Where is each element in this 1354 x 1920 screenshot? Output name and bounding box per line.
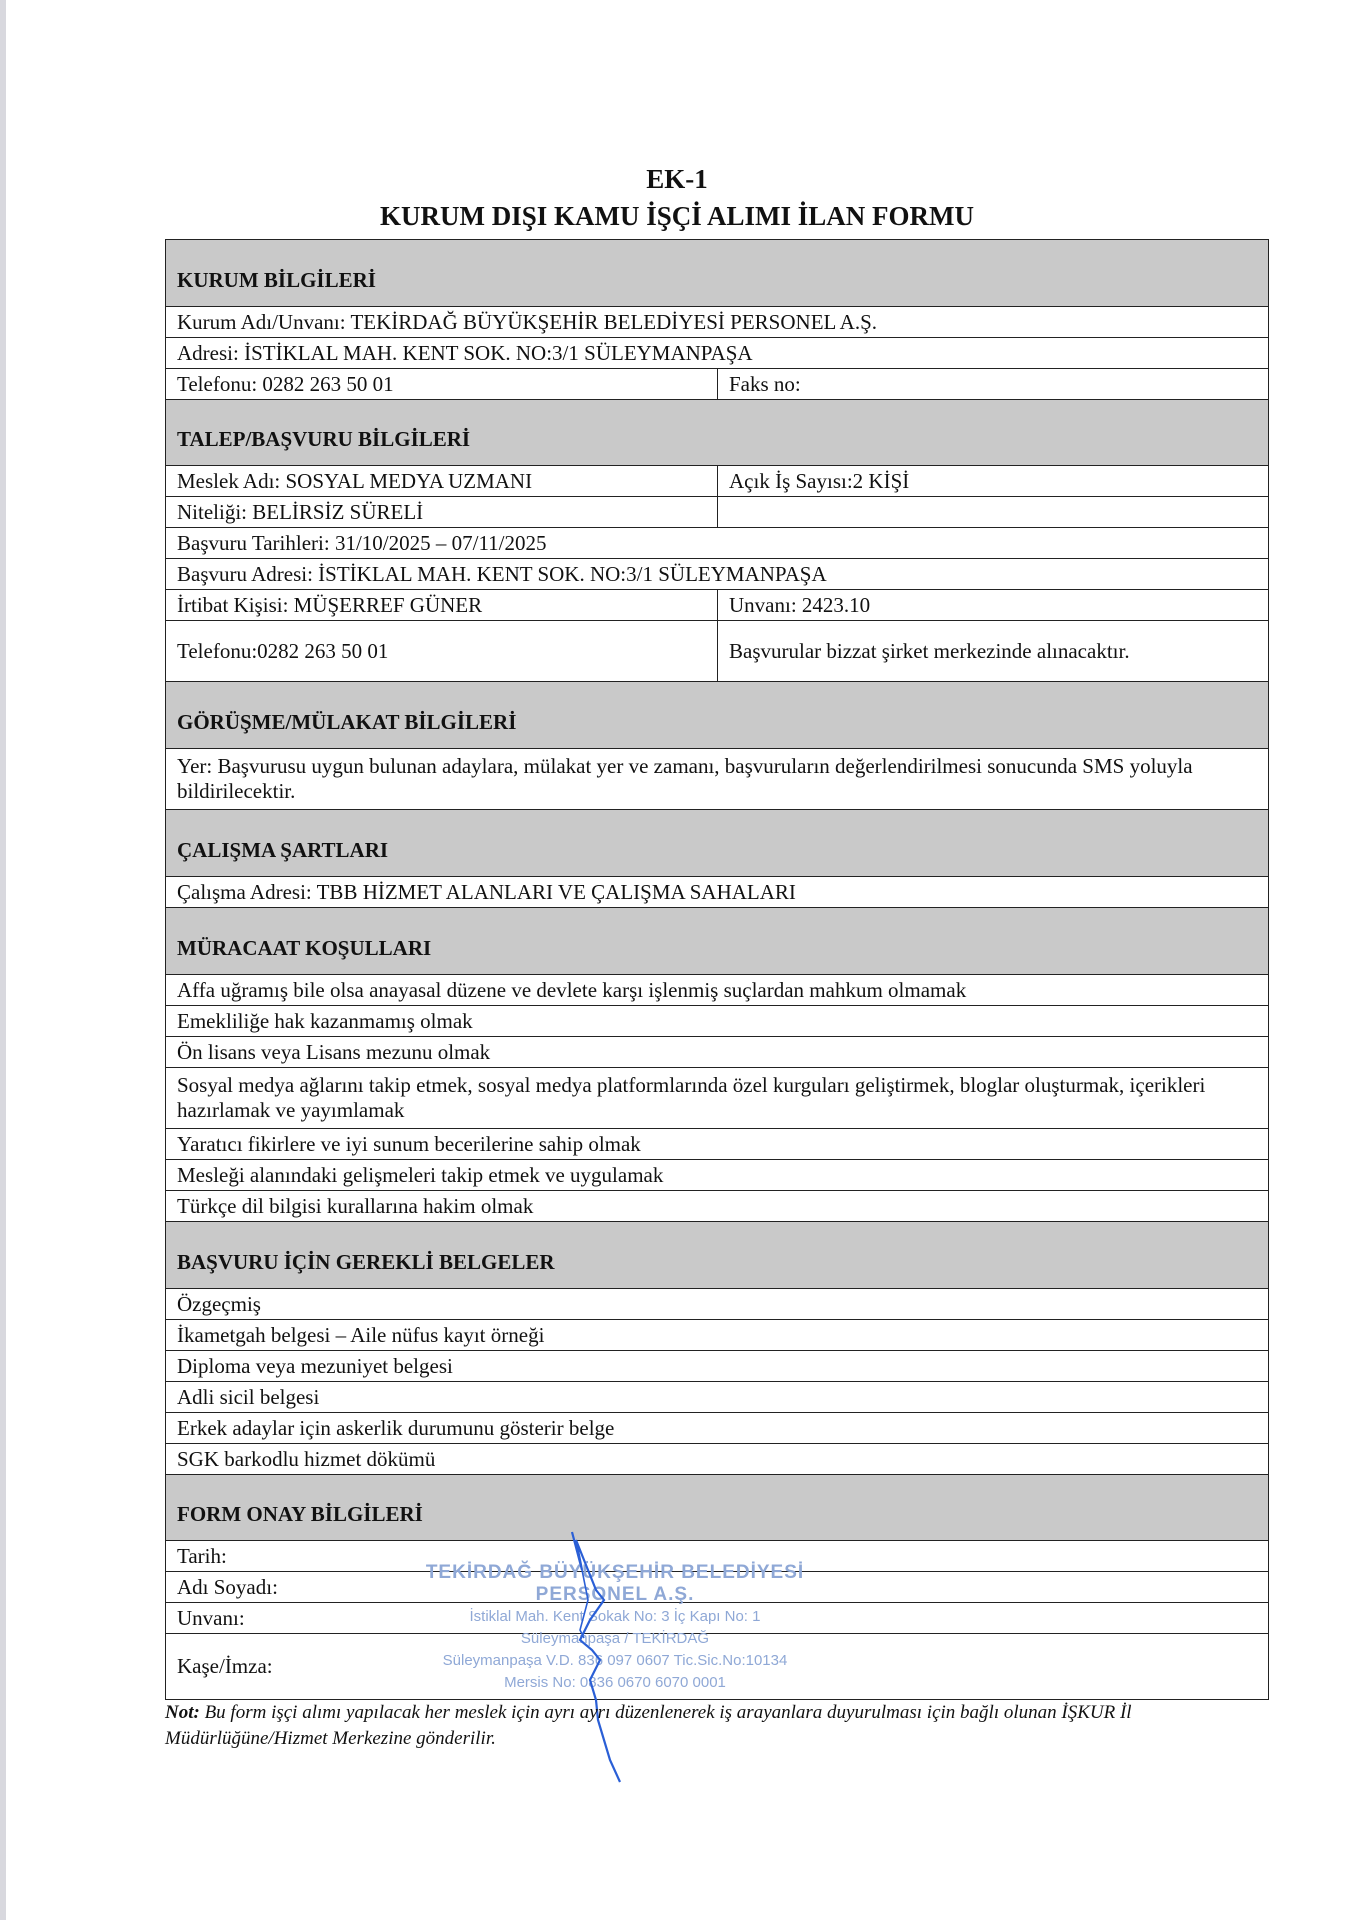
section-calisma <box>166 809 1268 876</box>
job-posting-form <box>165 239 1269 1700</box>
requirement-item: Emekliliğe hak kazanmamış olmak <box>177 1008 473 1033</box>
document-item: Adli sicil belgesi <box>177 1384 320 1409</box>
requirement-item: Yaratıcı fikirlere ve iyi sunum becerilerine sahip olmak <box>177 1131 641 1156</box>
stamp-line: PERSONEL A.Ş. <box>535 1584 695 1605</box>
approval-title: Unvanı: <box>177 1605 245 1630</box>
requirement-item: Mesleği alanındaki gelişmeleri takip etmek ve uygulamak <box>177 1162 664 1187</box>
stamp-line: Süleymanpaşa / TEKİRDAĞ <box>520 1630 710 1647</box>
section-muracaat <box>166 907 1268 974</box>
occupation: Meslek Adı: SOSYAL MEDYA UZMANI <box>166 466 718 496</box>
stamp-line: İstiklal Mah. Kent Sokak No: 3 İç Kapı No: 1 <box>469 1608 761 1625</box>
contact-phone: Telefonu:0282 263 50 01 <box>166 621 718 681</box>
approval-name: Adı Soyadı: <box>177 1574 278 1599</box>
document-item: Özgeçmiş <box>177 1291 261 1316</box>
annex-label: EK-1 <box>646 164 708 194</box>
section-belgeler <box>166 1221 1268 1288</box>
institution-phone: Telefonu: 0282 263 50 01 <box>166 369 718 399</box>
approval-seal: Kaşe/İmza: <box>177 1654 273 1678</box>
section-kurum <box>166 240 1268 306</box>
section-gorusme <box>166 681 1268 748</box>
requirement-item: Affa uğramış bile olsa anayasal düzene ve devlete karşı işlenmiş suçlardan mahkum olmamak <box>177 977 967 1002</box>
job-nature: Niteliği: BELİRSİZ SÜRELİ <box>166 497 718 527</box>
stamp-line: Mersis No: 0836 0670 6070 0001 <box>504 1674 726 1691</box>
scan-edge <box>0 0 6 1920</box>
document-item: İkametgah belgesi – Aile nüfus kayıt örneği <box>177 1322 545 1347</box>
section-heading: ÇALIŞMA ŞARTLARI <box>177 837 389 862</box>
institution-address: Adresi: İSTİKLAL MAH. KENT SOK. NO:3/1 SÜLEYMANPAŞA <box>177 340 753 365</box>
institution-fax: Faks no: <box>729 371 801 396</box>
empty-cell <box>718 497 1268 527</box>
page-title: KURUM DIŞI KAMU İŞÇİ ALIMI İLAN FORMU <box>379 201 975 231</box>
interview-place: Yer: Başvurusu uygun bulunan adaylara, mülakat yer ve zamanı, başvuruların değerlendirilmesi sonucunda SMS yoluyla bildirilecektir. <box>177 754 1193 803</box>
footnote <box>165 1700 1275 1752</box>
section-heading: MÜRACAAT KOŞULLARI <box>177 935 432 960</box>
application-note: Başvurular bizzat şirket merkezinde alınacaktır. <box>729 638 1130 663</box>
section-talep <box>166 399 1268 465</box>
requirement-item: Türkçe dil bilgisi kurallarına hakim olmak <box>177 1193 534 1218</box>
section-heading: BAŞVURU İÇİN GEREKLİ BELGELER <box>177 1249 555 1274</box>
requirement-item: Sosyal medya ağlarını takip etmek, sosyal medya platformlarında özel kurguları geliştirmek, bloglar oluşturmak, içerikleri hazırlamak ve yayımlamak <box>177 1073 1206 1122</box>
application-address: Başvuru Adresi: İSTİKLAL MAH. KENT SOK. NO:3/1 SÜLEYMANPAŞA <box>177 561 827 586</box>
section-onay <box>166 1474 1268 1540</box>
footnote-label: Not: <box>165 1702 200 1723</box>
openings: Açık İş Sayısı:2 KİŞİ <box>729 468 910 493</box>
stamp-line: TEKİRDAĞ BÜYÜKŞEHİR BELEDİYESİ <box>425 1562 805 1583</box>
contact-person: İrtibat Kişisi: MÜŞERREF GÜNER <box>166 590 718 620</box>
section-heading: TALEP/BAŞVURU BİLGİLERİ <box>177 427 471 451</box>
document-item: Erkek adaylar için askerlik durumunu gösterir belge <box>177 1415 615 1440</box>
section-heading: KURUM BİLGİLERİ <box>177 267 376 292</box>
work-address: Çalışma Adresi: TBB HİZMET ALANLARI VE ÇALIŞMA SAHALARI <box>177 879 796 904</box>
application-dates: Başvuru Tarihleri: 31/10/2025 – 07/11/2025 <box>177 530 547 555</box>
contact-title: Unvanı: 2423.10 <box>729 592 871 617</box>
section-heading: GÖRÜŞME/MÜLAKAT BİLGİLERİ <box>177 709 517 734</box>
section-heading: FORM ONAY BİLGİLERİ <box>177 1502 423 1526</box>
document-item: SGK barkodlu hizmet dökümü <box>177 1446 436 1471</box>
approval-date: Tarih: <box>177 1543 227 1568</box>
document-item: Diploma veya mezuniyet belgesi <box>177 1353 453 1378</box>
stamp-line: Süleymanpaşa V.D. 836 097 0607 Tic.Sic.No:10134 <box>442 1652 788 1669</box>
institution-name: Kurum Adı/Unvanı: TEKİRDAĞ BÜYÜKŞEHİR BELEDİYESİ PERSONEL A.Ş. <box>177 309 878 334</box>
footnote-text: Bu form işçi alımı yapılacak her meslek için ayrı ayrı düzenlenerek iş arayanlara duyurulması için bağlı olunan İŞKUR İl Müdürlüğüne/Hizmet Merkezine gönderilir. <box>165 1702 1132 1749</box>
requirement-item: Ön lisans veya Lisans mezunu olmak <box>177 1039 491 1064</box>
